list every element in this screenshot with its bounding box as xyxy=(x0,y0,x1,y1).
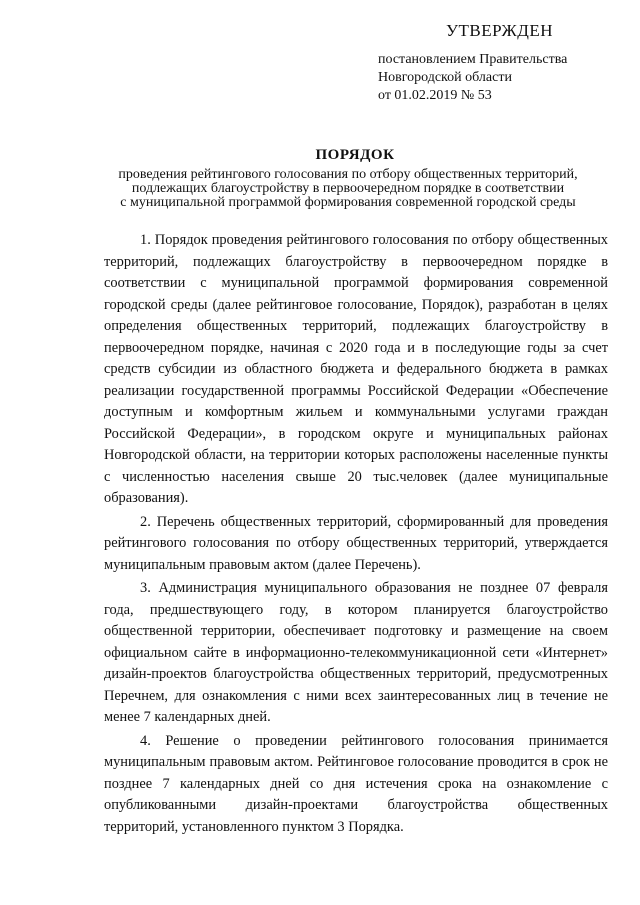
subtitle-line-3: с муниципальной программой формирования современной городской среды xyxy=(120,195,576,210)
paragraph-4: 4. Решение о проведении рейтингового голосования принимается муниципальным правовым актом. Рейтинговое голосование проводится в срок не позднее 7 календарных дней со дня истечения срока на ознакомление с опубликованными дизайн-проектами благоустройства общественных территорий, установленного пунктом 3 Порядка. xyxy=(104,732,608,835)
paragraph-1: 1. Порядок проведения рейтингового голосования по отбору общественных территорий, подлежащих благоустройству в первоочередном порядке в соответствии с муниципальной программой формирования современной городской среды (далее рейтинговое голосование, Порядок), разработан в целях определения общественных территорий, подлежащих благоустройству в первоочередном порядке, начиная с 2020 года и в последующие годы за счет средств субсидии из областного бюджета и федерального бюджета в рамках реализации государственной программы Российской Федерации «Обеспечение доступным и комфортным жильем и коммунальными услугами граждан Российской Федерации», в городском округе и муниципальных районах Новгородской области, на территории которых расположены населенные пункты с численностью населения свыше 20 тыс.человек (далее муниципальные образования). xyxy=(104,232,608,506)
approval-line-3: от 01.02.2019 № 53 xyxy=(378,88,492,103)
approval-line-1: постановлением Правительства xyxy=(378,52,568,67)
document-title: ПОРЯДОК xyxy=(315,147,395,163)
paragraph-2: 2. Перечень общественных территорий, сформированный для проведения рейтингового голосования по отбору общественных территорий, утверждается муниципальным правовым актом (далее Перечень). xyxy=(104,513,608,573)
approval-block xyxy=(378,20,628,105)
approved-heading: УТВЕРЖДЕН xyxy=(446,21,553,40)
paragraph-3: 3. Администрация муниципального образования не позднее 07 февраля года, предшествующего году, в котором планируется благоустройство общественной территории, обеспечивает подготовку и размещение на своем официальном сайте в информационно-телекоммуникационной сети «Интернет» дизайн-проектов благоустройства общественных территорий, предусмотренных Перечнем, для ознакомления с ними всех заинтересованных лиц в течение не менее 7 календарных дней. xyxy=(104,580,608,725)
subtitle-line-2: подлежащих благоустройству в первоочередном порядке в соответствии xyxy=(131,181,565,196)
subtitle-line-1: проведения рейтингового голосования по отбору общественных территорий, xyxy=(118,167,578,182)
document-subtitle xyxy=(88,168,608,210)
approval-line-2: Новгородской области xyxy=(378,70,512,85)
document-body xyxy=(104,230,608,838)
